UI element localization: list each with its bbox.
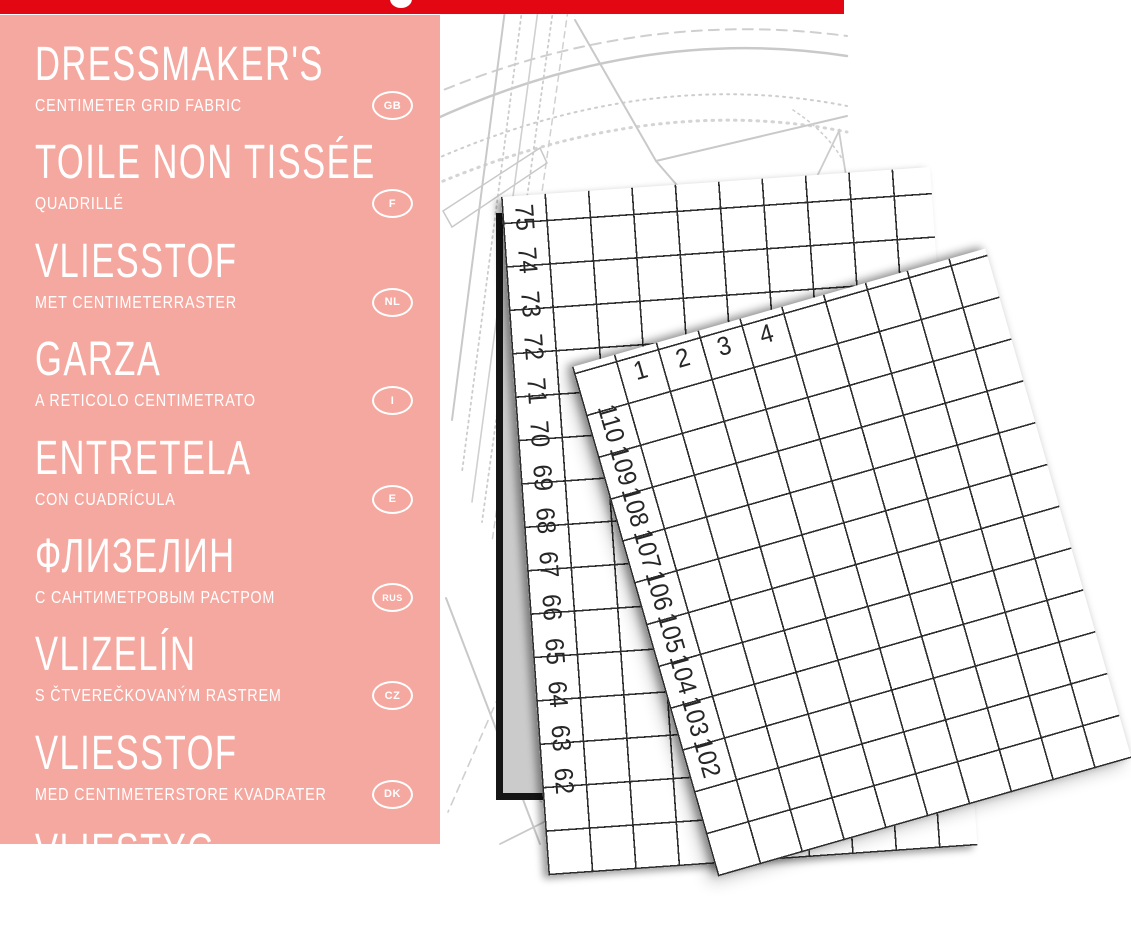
grid-number: 4 <box>755 317 777 350</box>
product-subtitle: A RETICOLO CENTIMETRATO <box>35 390 256 411</box>
language-badge: CZ <box>372 681 413 710</box>
fabric-photo-frame <box>496 202 806 800</box>
product-subtitle: CENTIMETER GRID FABRIC <box>35 95 242 115</box>
grid-number: 64 <box>542 680 574 709</box>
product-title: VLIESSTOF <box>35 234 238 288</box>
brand-logo-fragment <box>390 0 412 8</box>
language-entry <box>35 234 440 336</box>
grid-number: 72 <box>517 333 550 362</box>
language-entry <box>35 726 440 828</box>
grid-number: 68 <box>530 506 562 536</box>
language-badge: GB <box>372 91 413 120</box>
grid-number: 108 <box>615 483 656 531</box>
grid-number: 70 <box>523 419 556 449</box>
grid-number: 62 <box>548 766 581 796</box>
grid-number: 75 <box>508 202 541 232</box>
product-subtitle: CON CUADRÍCULA <box>35 488 176 509</box>
language-badge: E <box>372 485 413 514</box>
language-entry <box>35 431 440 533</box>
language-badge: RUS <box>372 583 413 612</box>
language-entry <box>35 136 440 237</box>
grid-number: 105 <box>651 609 692 656</box>
grid-number: 103 <box>675 692 716 740</box>
grid-number: 109 <box>603 442 644 489</box>
grid-number: 67 <box>533 549 565 579</box>
product-title: VLIESSTOF <box>35 726 238 780</box>
product-title: TOILE NON TISSÉE <box>35 136 376 190</box>
language-badge: DK <box>372 780 413 809</box>
product-subtitle: QUADRILLÉ <box>35 193 124 214</box>
product-title: VLIZELÍN <box>35 628 197 682</box>
language-badge: I <box>372 386 413 415</box>
grid-number: 106 <box>639 567 680 615</box>
grid-number: 102 <box>687 734 728 782</box>
product-title: VLIESTYG <box>35 825 216 879</box>
product-subtitle: MET CENTIMETERRASTER <box>35 291 237 312</box>
grid-number: 66 <box>536 593 568 623</box>
language-badge: F <box>372 189 413 218</box>
grid-number: 65 <box>539 636 571 666</box>
product-title: ФЛИЗЕЛИН <box>35 530 236 583</box>
grid-number: 69 <box>527 463 559 492</box>
grid-number: 3 <box>713 329 735 362</box>
grid-number: 71 <box>520 376 553 406</box>
grid-number: 104 <box>663 651 704 698</box>
product-title: DRESSMAKER'S <box>35 38 324 91</box>
grid-number: 73 <box>514 289 547 319</box>
grid-number: 63 <box>545 723 578 753</box>
language-badge: NL <box>372 288 413 317</box>
grid-number: 107 <box>627 525 668 573</box>
language-entry <box>35 38 440 139</box>
grid-number: 74 <box>511 246 544 275</box>
language-entry <box>35 530 440 631</box>
grid-number: 110 <box>591 401 632 447</box>
language-entry <box>35 628 440 729</box>
language-entry <box>35 825 440 926</box>
red-brand-bar <box>0 0 844 14</box>
product-subtitle: С САНТИМЕТРОВЫМ РАСТРОМ <box>35 587 276 607</box>
product-subtitle: MED CENTIMETERSTORE KVADRATER <box>35 783 327 804</box>
language-panel <box>0 15 440 879</box>
product-title: ENTRETELA <box>35 431 252 485</box>
product-subtitle: S ČTVEREČKOVANÝM RASTREM <box>35 685 282 706</box>
language-entry <box>35 333 440 434</box>
grid-number: 2 <box>671 341 693 374</box>
product-title: GARZA <box>35 333 162 387</box>
grid-number: 1 <box>630 353 652 386</box>
